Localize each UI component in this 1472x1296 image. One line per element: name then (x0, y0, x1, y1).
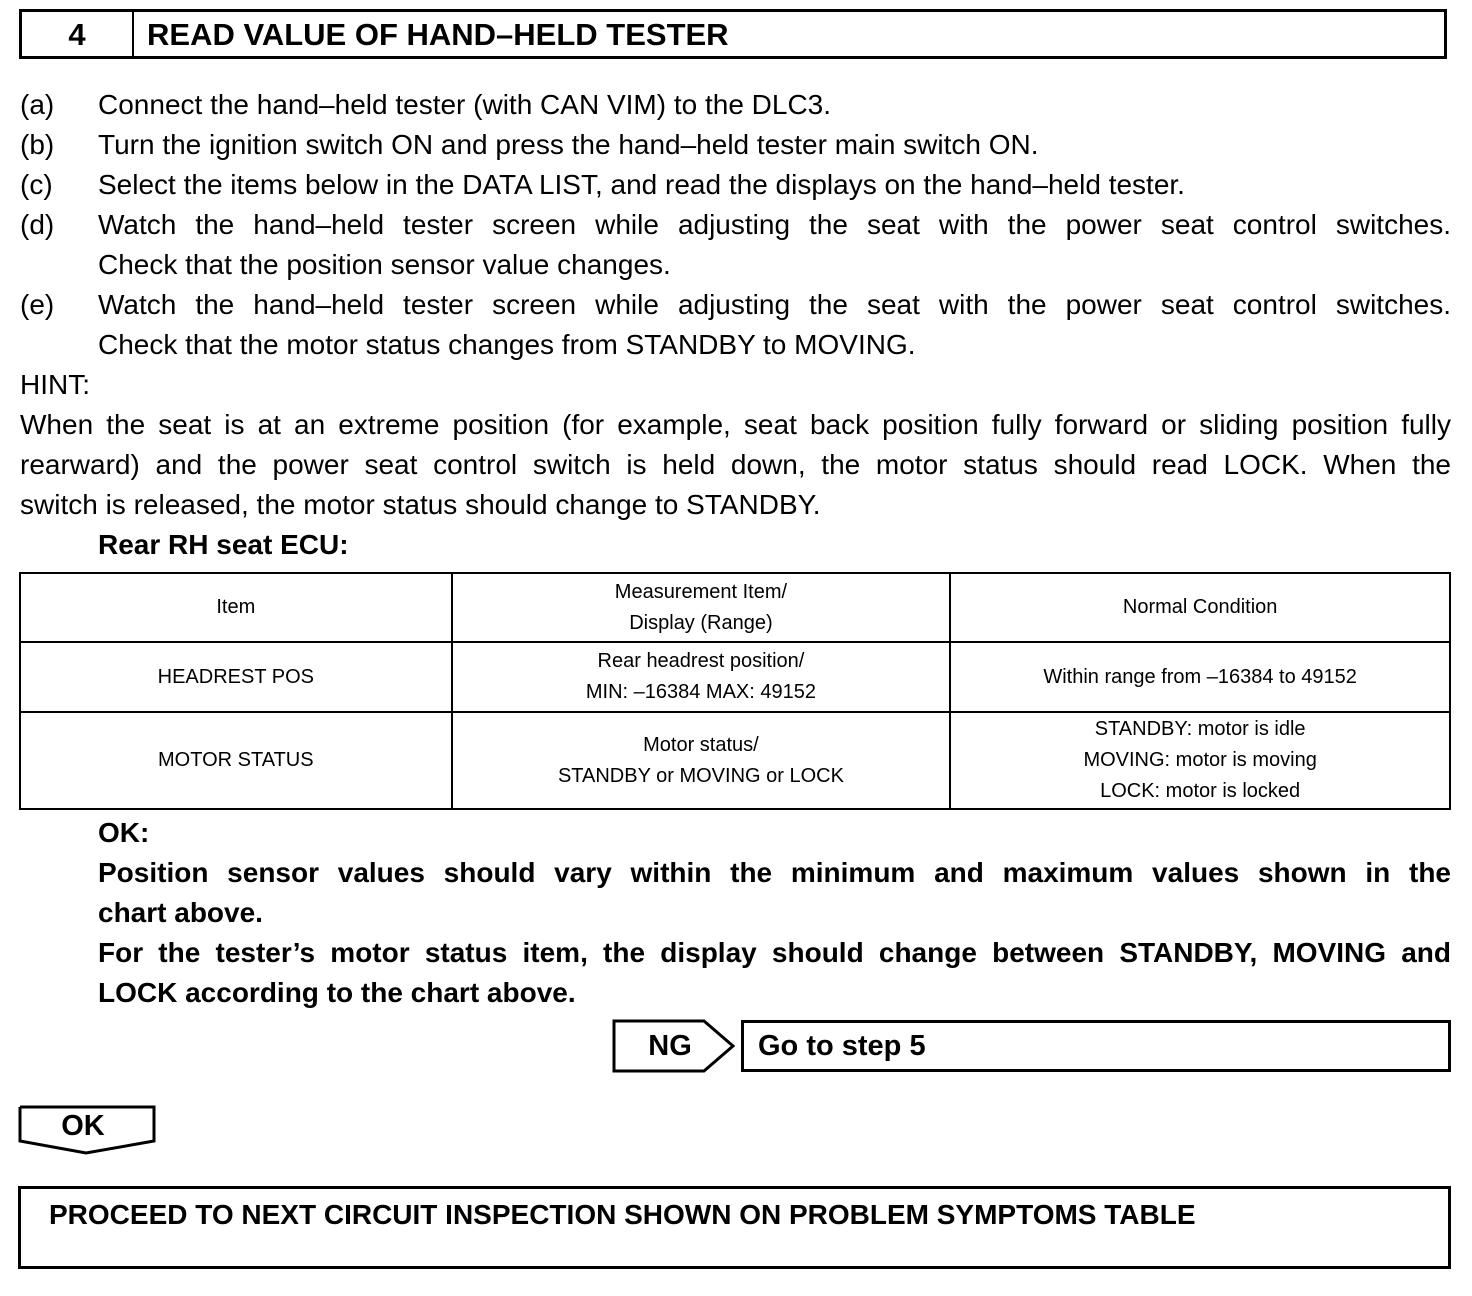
data-list-table (19, 572, 1451, 810)
table-cell-condition: STANDBY: motor is idle MOVING: motor is moving LOCK: motor is locked (950, 712, 1450, 809)
instruction-text-e-1: Watch the hand–held tester screen while adjusting the seat with the power seat control switches. (98, 289, 1451, 320)
instruction-label-a: (a) (20, 89, 55, 120)
instruction-text-b: Turn the ignition switch ON and press the hand–held tester main switch ON. (98, 129, 1039, 160)
hint-text-1: When the seat is at an extreme position (for example, seat back position fully forward or sliding position fully (20, 409, 1451, 440)
step-header (19, 9, 1447, 59)
table-cell-condition: Within range from –16384 to 49152 (950, 642, 1450, 712)
table-header-row (20, 573, 1450, 642)
hint-label: HINT: (20, 369, 90, 400)
table-caption: Rear RH seat ECU: (98, 529, 349, 560)
instruction-text-e-2: Check that the motor status changes from STANDBY to MOVING. (98, 329, 916, 360)
instruction-text-c: Select the items below in the DATA LIST, and read the displays on the hand–held tester. (98, 169, 1185, 200)
table-cell-measurement: Motor status/ STANDBY or MOVING or LOCK (452, 712, 951, 809)
table-row (20, 712, 1450, 809)
next-action-text: PROCEED TO NEXT CIRCUIT INSPECTION SHOWN ON PROBLEM SYMPTOMS TABLE (49, 1199, 1196, 1230)
step-title: READ VALUE OF HAND–HELD TESTER (147, 17, 729, 52)
header-normal-condition: Normal Condition (950, 573, 1450, 642)
table-cell-item: MOTOR STATUS (20, 712, 452, 809)
table-row (20, 642, 1450, 712)
ok-criteria-label: OK: (98, 817, 150, 848)
hint-text-2: rearward) and the power seat control switch is held down, the motor status should read LOCK. When the (20, 449, 1451, 480)
ng-target-box (741, 1020, 1451, 1072)
header-measurement: Measurement Item/ Display (Range) (452, 573, 951, 642)
instruction-label-c: (c) (20, 169, 53, 200)
step-number: 4 (22, 12, 134, 56)
next-action-box (18, 1186, 1451, 1269)
hint-text-3: switch is released, the motor status should change to STANDBY. (20, 489, 821, 520)
instruction-text-d-1: Watch the hand–held tester screen while adjusting the seat with the power seat control switches. (98, 209, 1451, 240)
table-cell-item: HEADREST POS (20, 642, 452, 712)
instruction-label-b: (b) (20, 129, 55, 160)
instruction-label-e: (e) (20, 289, 55, 320)
ok-criteria-line-4: LOCK according to the chart above. (98, 977, 576, 1008)
ng-target-text: Go to step 5 (758, 1029, 926, 1062)
instruction-text-a: Connect the hand–held tester (with CAN VIM) to the DLC3. (98, 89, 832, 120)
table-cell-measurement: Rear headrest position/ MIN: –16384 MAX: 49152 (452, 642, 951, 712)
instruction-text-d-2: Check that the position sensor value changes. (98, 249, 671, 280)
ok-criteria-line-2: chart above. (98, 897, 263, 928)
header-item: Item (20, 573, 452, 642)
ok-label: OK (61, 1109, 105, 1142)
ng-label: NG (648, 1029, 692, 1062)
ok-criteria-line-3: For the tester’s motor status item, the display should change between STANDBY, MOVING and (98, 937, 1451, 968)
ok-criteria-line-1: Position sensor values should vary within the minimum and maximum values shown in the (98, 857, 1451, 888)
instruction-label-d: (d) (20, 209, 55, 240)
